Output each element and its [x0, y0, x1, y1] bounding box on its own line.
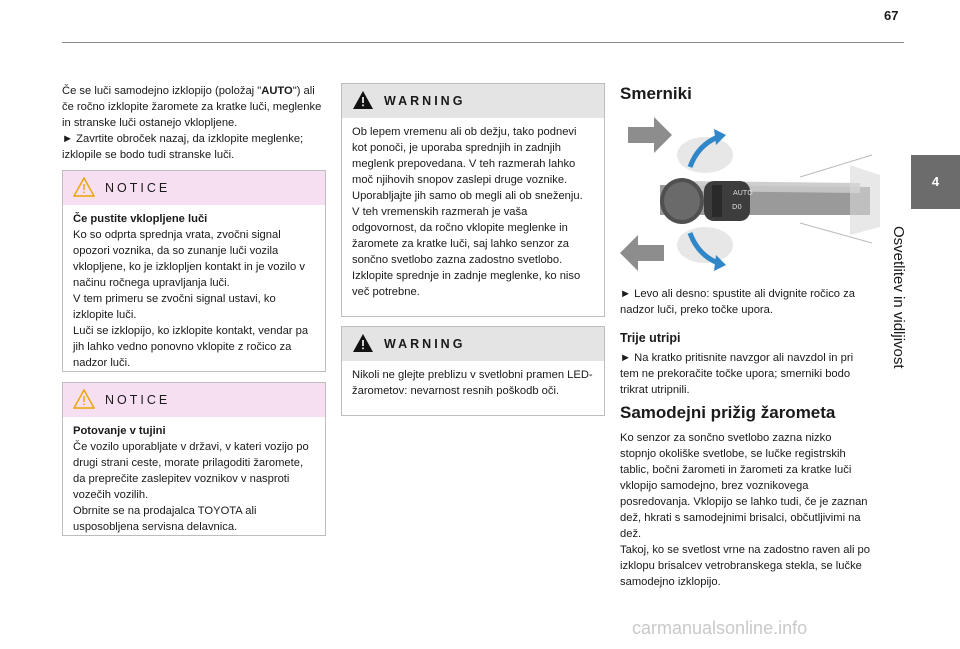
auto-headlights-paragraph: Ko senzor za sončno svetlobo zazna nizko stopnjo okoliške svetlobe, se lučke registrskih tablic, bočni žarometi in žarometi za kratke luči vklopijo samodejno, brez voznikovega posredovanja. Vklopijo se lahko tudi, če je zaznan dež, hkrati s samodejnimi brisalci, občutljivimi na dež.	[620, 432, 868, 540]
chapter-tab[interactable]: 4	[911, 155, 960, 209]
warning-paragraph: Nikoli ne glejte preblizu v svetlobni pramen LED-žarometov: nevarnost resnih poškodb oči.	[352, 369, 593, 397]
section-title-indicators: Smerniki	[620, 84, 692, 103]
intro-paragraph-1	[62, 83, 327, 131]
three-flashes-paragraph: ► Na kratko pritisnite navzgor ali navzdol in pri tem ne prekoračite točke upora; smerniki bodo trikrat utripnili.	[620, 352, 854, 396]
notice-box-lights-left-on	[62, 170, 326, 372]
notice-body	[63, 205, 325, 379]
notice-paragraph: Če vozilo uporabljate v državi, v kateri vozijo po drugi strani ceste, morate prilagoditi žaromete, da preprečite zaslepitev voznikov v nasproti vozečih vozilih.	[73, 441, 309, 501]
warning-triangle-icon	[73, 389, 95, 409]
intro-text-part: ") ali če ročno izklopite žaromete za kratke luči, meglenke in stranske luči ostanejo vklopljene.	[62, 85, 322, 129]
notice-label: NOTICE	[105, 393, 171, 407]
warning-triangle-icon	[73, 177, 95, 197]
stalk-up-arrow-icon	[677, 129, 733, 173]
warning-label: WARNING	[384, 94, 466, 108]
auto-position-label: AUTO	[261, 85, 293, 97]
warning-triangle-icon	[352, 333, 374, 353]
watermark: carmanualsonline.info	[632, 618, 808, 638]
top-divider	[62, 42, 904, 43]
warning-box-led-headlights	[341, 326, 605, 416]
warning-header	[342, 327, 604, 361]
intro-text-part: Če se luči samodejno izklopijo (položaj "	[62, 85, 262, 97]
three-flashes-text	[620, 350, 870, 398]
warning-label: WARNING	[384, 337, 466, 351]
notice-label: NOTICE	[105, 181, 171, 195]
warning-header	[342, 84, 604, 118]
svg-text:AUTO: AUTO	[733, 189, 753, 197]
warning-body	[342, 118, 604, 308]
notice-paragraph: Obrnite se na prodajalca TOYOTA ali usposobljena servisna delavnica.	[73, 505, 257, 533]
chapter-title-text: Osvetlitev in vidljivost	[890, 226, 907, 369]
notice-header	[63, 171, 325, 205]
notice-paragraph: V tem primeru se zvočni signal ustavi, ko izklopite luči.	[73, 293, 276, 321]
caption-text: ► Levo ali desno: spustite ali dvignite ročico za nadzor luči, preko točke upora.	[620, 288, 855, 316]
right-arrow-icon	[628, 117, 672, 153]
intro-text	[62, 83, 327, 163]
indicator-caption	[620, 286, 870, 318]
notice-heading: Potovanje v tujini	[73, 425, 166, 437]
auto-headlights-paragraph: Takoj, ko se svetlost vrne na zadostno raven ali po izklopu brisalcev vetrobranskega stekla, se lučke samodejno izklopijo.	[620, 544, 870, 588]
notice-box-travel-abroad	[62, 382, 326, 536]
subheading-three-flashes: Trije utripi	[620, 331, 681, 345]
warning-box-fog-lights	[341, 83, 605, 317]
warning-body	[342, 361, 604, 407]
chapter-title	[890, 226, 920, 376]
indicator-stalk-illustration	[620, 115, 882, 280]
left-arrow-icon	[620, 235, 664, 271]
notice-heading: Če pustite vklopljene luči	[73, 213, 208, 225]
stalk-down-arrow-icon	[677, 227, 733, 271]
intro-paragraph-2: ► Zavrtite obroček nazaj, da izklopite meglenke; izklopile se bodo tudi stranske luči.	[62, 133, 304, 161]
page-number: 67	[884, 8, 899, 23]
notice-body	[63, 417, 325, 543]
auto-headlights-text	[620, 430, 870, 590]
warning-paragraph: V teh vremenskih razmerah je vaša odgovornost, da ročno vklopite meglenke in žaromete za kratke luči, saj lahko senzor za sončno svetlobo zazna zadostno svetlobo. Izklopite sprednje in zadnje meglenke, ko niso več potrebne.	[352, 206, 581, 298]
svg-text:D0: D0	[732, 203, 742, 211]
notice-paragraph: Ko so odprta sprednja vrata, zvočni signal opozori voznika, da so zunanje luči vozila vklopljene, ko je izklopljen kontakt in je vozilo v načinu ročnega upravljanja luči.	[73, 229, 305, 289]
notice-header	[63, 383, 325, 417]
warning-triangle-icon	[352, 90, 374, 110]
warning-paragraph: Ob lepem vremenu ali ob dežju, tako podnevi kot ponoči, je uporaba sprednjih in zadnjih meglenk prepovedana. V teh razmerah lahko moč njihovih snopov zaslepi druge voznike. Uporabljajte jih samo ob megli ali ob sneženju.	[352, 126, 583, 202]
notice-paragraph: Luči se izklopijo, ko izklopite kontakt, vendar pa jih lahko vedno ponovno vklopite z ročico za nadzor luči.	[73, 325, 309, 369]
section-title-auto-headlights: Samodejni prižig žarometa	[620, 403, 836, 422]
